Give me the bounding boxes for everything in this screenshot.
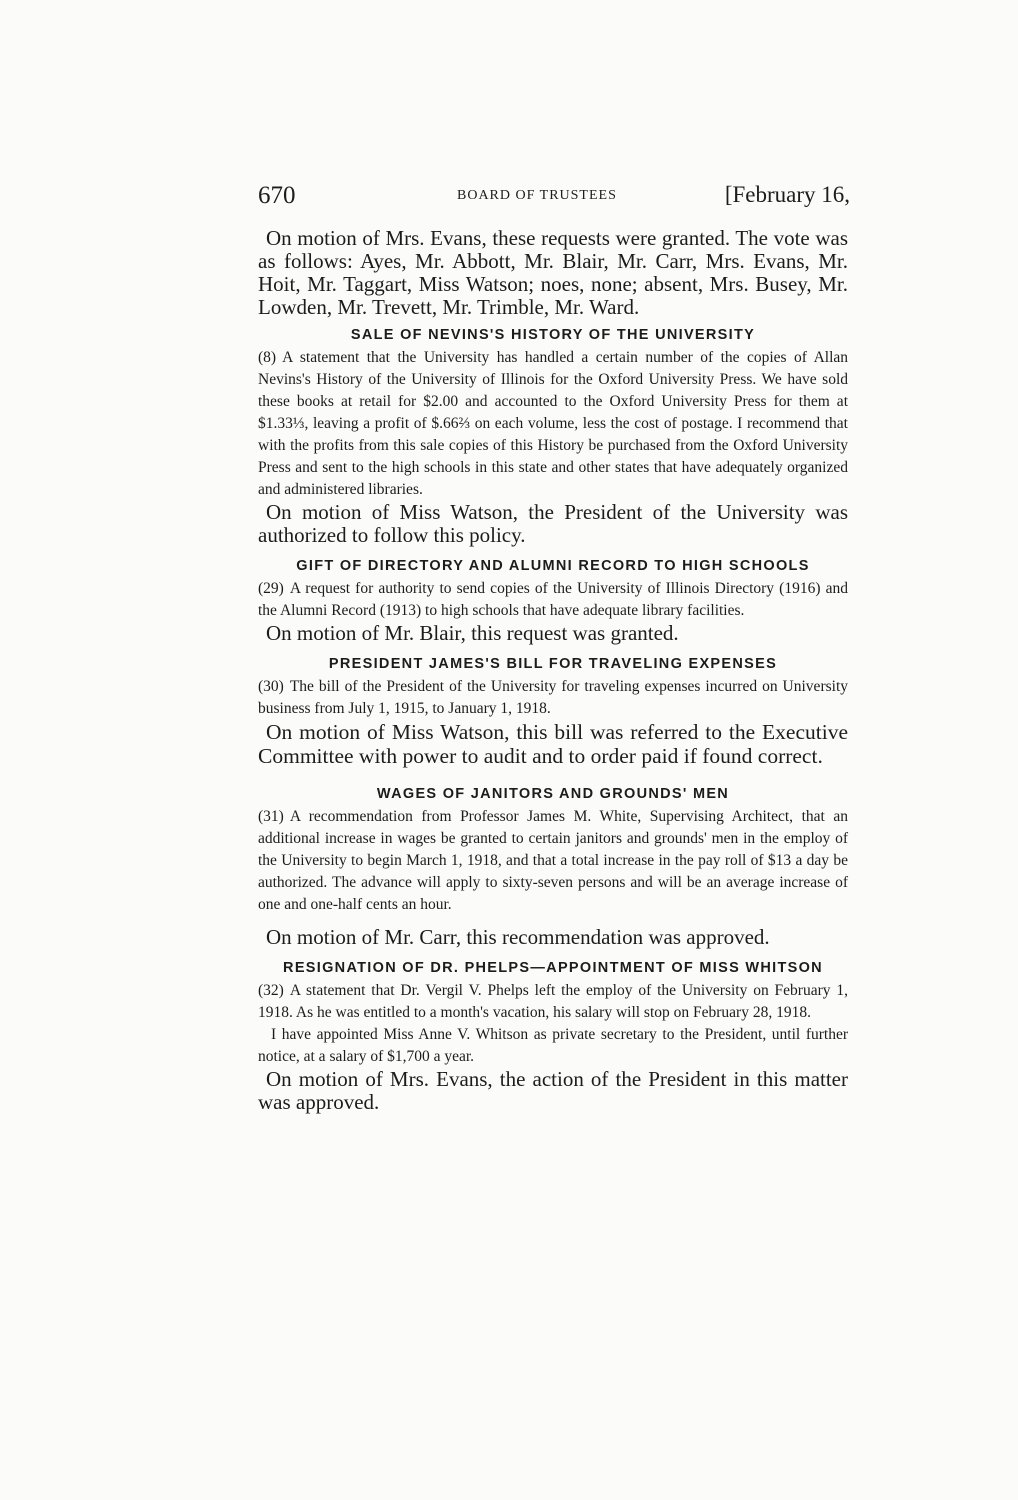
running-date: [February 16, [724, 182, 850, 207]
appointment-note: I have appointed Miss Anne V. Whitson as private secretary to the President, until further notice, at a salary of $1,700 a year. [258, 1026, 848, 1065]
running-head [258, 182, 848, 216]
section-phelps-resignation [258, 960, 848, 1114]
section-motion: On motion of Mr. Carr, this recommendation was approved. [266, 925, 770, 949]
item-paragraph [258, 980, 848, 1024]
item-text: A request for authority to send copies of the University of Illinois Directory (1916) and the Alumni Record (1913) to high schools that have adequate library facilities. [258, 580, 848, 619]
section-motion: On motion of Miss Watson, the President of the University was authorized to follow this policy. [258, 500, 848, 547]
section-directory-gift [258, 558, 848, 645]
item-text: A recommendation from Professor James M. White, Supervising Architect, that an additional increase in wages be granted to certain janitors and grounds' men in the employ of the University to begin March 1, 1918, and that a total increase in the pay roll of $13 a day be authorized. The advance will apply to sixty-seven persons and will be an average increase of one and one-half cents an hour. [258, 808, 848, 913]
section-motion: On motion of Mr. Blair, this request was granted. [266, 621, 679, 645]
section-traveling-expenses [258, 656, 848, 768]
section-nevins-history [258, 327, 848, 547]
item-number: (30) [258, 678, 284, 695]
section-heading: PRESIDENT JAMES'S BILL FOR TRAVELING EXPENSES [328, 656, 778, 672]
item-paragraph [258, 347, 848, 501]
item-number: (29) [258, 580, 284, 597]
section-heading: SALE OF NEVINS'S HISTORY OF THE UNIVERSITY [350, 327, 756, 343]
item-number: (8) [258, 349, 277, 366]
section-heading: RESIGNATION OF DR. PHELPS—APPOINTMENT OF MISS WHITSON [283, 960, 823, 976]
item-text: A statement that Dr. Vergil V. Phelps left the employ of the University on February 1, 1918. As he was entitled to a month's vacation, his salary will stop on February 28, 1918. [258, 982, 848, 1021]
item-number: (31) [258, 808, 284, 825]
section-heading: WAGES OF JANITORS AND GROUNDS' MEN [376, 786, 730, 802]
running-title: BOARD OF TRUSTEES [457, 188, 617, 203]
section-heading: GIFT OF DIRECTORY AND ALUMNI RECORD TO HIGH SCHOOLS [296, 558, 810, 574]
section-motion: On motion of Mrs. Evans, the action of the President in this matter was approved. [258, 1067, 848, 1114]
page-number: 670 [258, 182, 296, 209]
item-number: (32) [258, 982, 284, 999]
item-text: A statement that the University has handled a certain number of the copies of Allan Nevins's History of the University of Illinois for the Oxford University Press. We have sold these books at retail for $2.00 and accounted to the Oxford University Press for them at $1.33⅓, leaving a profit of $.66⅔ on each volume, less the cost of postage. I recommend that with the profits from this sale copies of this History be purchased from the Oxford University Press and sent to the high schools in this state and other states that have adequately organized and administered libraries. [258, 349, 848, 498]
item-paragraph [258, 578, 848, 622]
item-paragraph [258, 806, 848, 916]
item-paragraph [258, 676, 848, 720]
section-janitor-wages [258, 786, 848, 949]
opening-motion: On motion of Mrs. Evans, these requests were granted. The vote was as follows: Ayes, Mr. Abbott, Mr. Blair, Mr. Carr, Mrs. Evans, Mr. Hoit, Mr. Taggart, Miss Watson; noes, none; absent, Mrs. Busey, Mr. Lowden, Mr. Trevett, Mr. Trimble, Mr. Ward. [258, 226, 848, 319]
item-text: The bill of the President of the University for traveling expenses incurred on University business from July 1, 1915, to January 1, 1918. [258, 678, 848, 717]
document-page [258, 182, 848, 1114]
section-motion: On motion of Miss Watson, this bill was referred to the Executive Committee with power to audit and to order paid if found correct. [258, 720, 848, 768]
